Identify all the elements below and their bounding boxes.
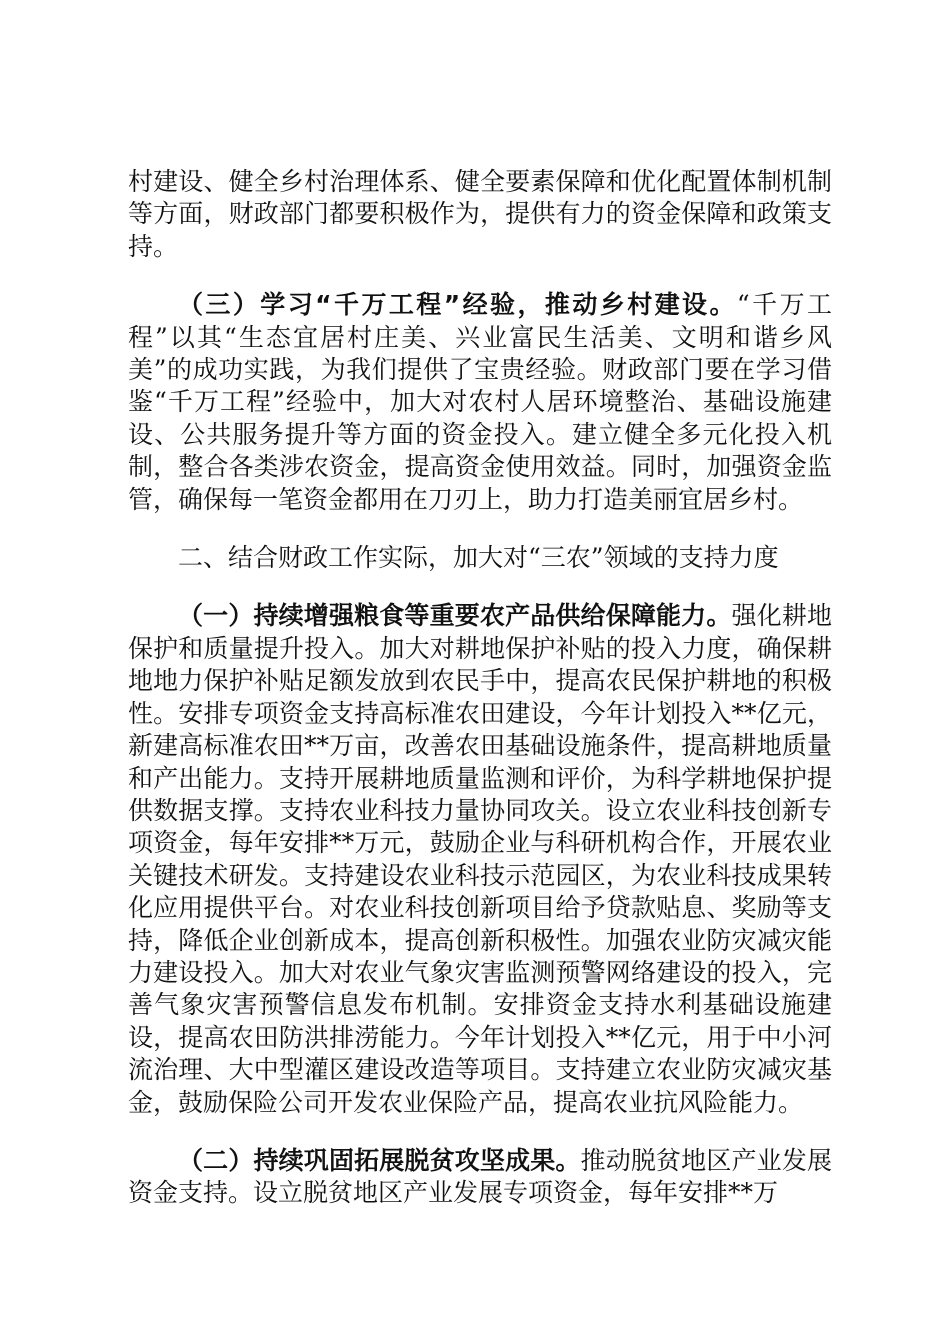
paragraph-continuation: [128, 166, 832, 263]
paragraph-section-three: [128, 289, 832, 516]
chapter-heading-text: 二、结合财政工作实际，加大对“三农”领域的支持力度: [178, 543, 779, 573]
document-page: [128, 166, 832, 1210]
section-heading-one: （一）持续增强粮食等重要农产品供给保障能力。: [178, 601, 732, 631]
paragraph-text: 强化耕地保护和质量提升投入。加大对耕地保护补贴的投入力度，确保耕地地力保护补贴足额发放到农民手中，提高农民保护耕地的积极性。安排专项资金支持高标准农田建设，今年计划投入**亿元，新建高标准农田**万亩，改善农田基础设施条件，提高耕地质量和产出能力。支持开展耕地质量监测和评价，为科学耕地保护提供数据支撑。支持农业科技力量协同攻关。设立农业科技创新专项资金，每年安排**万元，鼓励企业与科研机构合作，开展农业关键技术研发。支持建设农业科技示范园区，为农业科技成果转化应用提供平台。对农业科技创新项目给予贷款贴息、奖励等支持，降低企业创新成本，提高创新积极性。加强农业防灾减灾能力建设投入。加大对农业气象灾害监测预警网络建设的投入，完善气象灾害预警信息发布机制。安排资金支持水利基础设施建设，提高农田防洪排涝能力。今年计划投入**亿元，用于中小河流治理、大中型灌区建设改造等项目。支持建立农业防灾减灾基金，鼓励保险公司开发农业保险产品，提高农业抗风险能力。: [128, 601, 832, 1117]
section-heading-two: （二）持续巩固拓展脱贫攻坚成果。: [178, 1145, 581, 1175]
paragraph-text: 推动脱贫地区产业发展资金支持。设立脱贫地区产业发展专项资金，每年安排**万: [128, 1145, 832, 1208]
chapter-heading-two: [128, 542, 832, 574]
paragraph-text: 村建设、健全乡村治理体系、健全要素保障和优化配置体制机制等方面，财政部门都要积极作为，提供有力的资金保障和政策支持。: [128, 167, 832, 261]
paragraph-text: “千万工程”以其“生态宜居村庄美、兴业富民生活美、文明和谐乡风美”的成功实践，为我们提供了宝贵经验。财政部门要在学习借鉴“千万工程”经验中，加大对农村人居环境整治、基础设施建设、公共服务提升等方面的资金投入。建立健全多元化投入机制，整合各类涉农资金，提高资金使用效益。同时，加强资金监管，确保每一笔资金都用在刀刃上，助力打造美丽宜居乡村。: [128, 290, 832, 514]
paragraph-section-two: [128, 1145, 832, 1210]
paragraph-section-one: [128, 600, 832, 1119]
section-heading-three: （三）学习“千万工程”经验，推动乡村建设。: [178, 290, 737, 320]
